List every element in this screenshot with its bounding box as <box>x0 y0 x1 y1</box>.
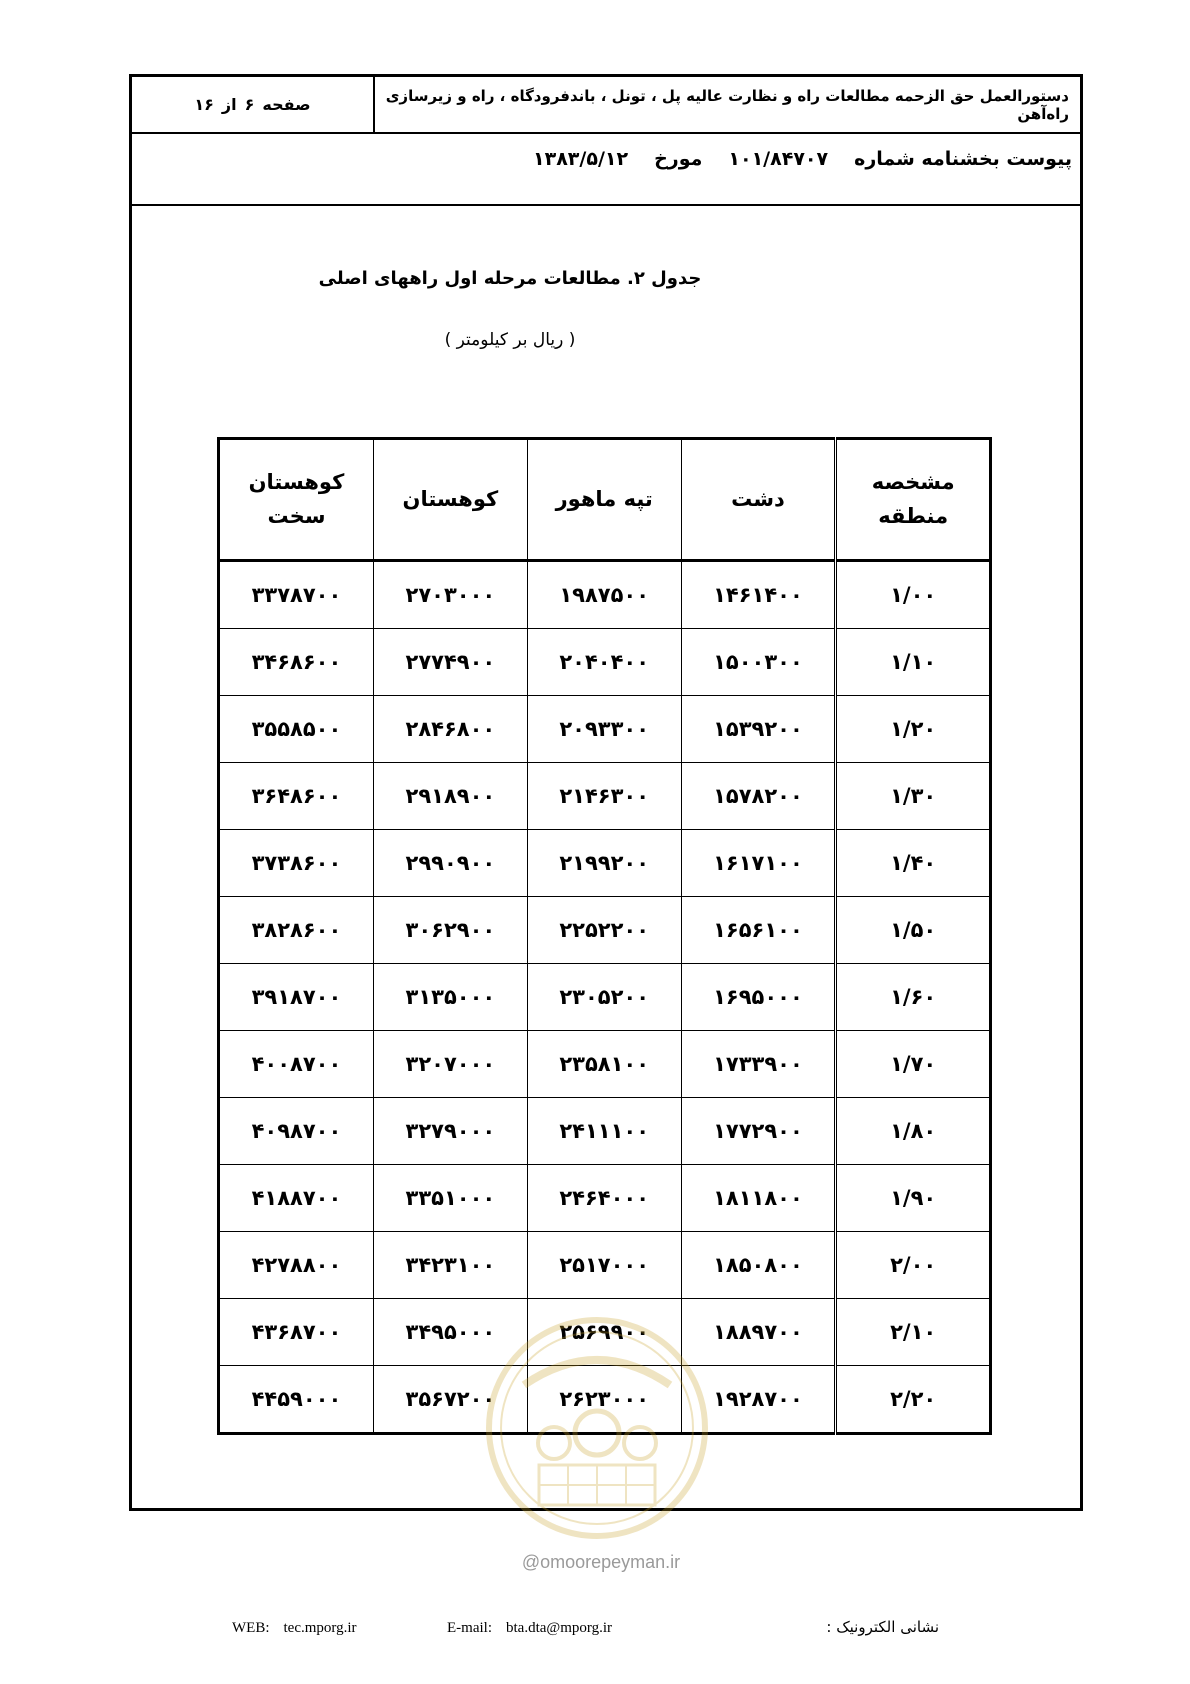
fee-cell: ۲۰۴۰۴۰۰ <box>527 629 681 696</box>
document-title: دستورالعمل حق الزحمه مطالعات راه و نظارت عالیه پل ، تونل ، باندفرودگاه ، راه و زیرسازی راه‌آهن <box>385 86 1069 123</box>
fee-cell: ۳۴۹۵۰۰۰ <box>373 1299 527 1366</box>
table-row <box>219 763 991 830</box>
fee-cell: ۴۰۰۸۷۰۰ <box>219 1031 374 1098</box>
page-current: ۶ <box>244 95 255 114</box>
table-row <box>219 1031 991 1098</box>
column-header: کوهستان سخت <box>219 439 374 561</box>
fee-cell: ۳۶۴۸۶۰۰ <box>219 763 374 830</box>
region-factor-cell: ۱/۹۰ <box>836 1165 991 1232</box>
table-unit: ( ریال بر کیلومتر ) <box>444 330 576 350</box>
fee-cell: ۲۱۴۶۳۰۰ <box>527 763 681 830</box>
fee-cell: ۳۱۳۵۰۰۰ <box>373 964 527 1031</box>
column-header: کوهستان <box>373 439 527 561</box>
fee-cell: ۲۰۹۳۳۰۰ <box>527 696 681 763</box>
table-header-row <box>219 439 991 561</box>
region-factor-cell: ۱/۶۰ <box>836 964 991 1031</box>
attachment-info <box>533 148 1072 170</box>
fee-cell: ۳۵۶۷۲۰۰ <box>373 1366 527 1434</box>
table-row <box>219 897 991 964</box>
region-factor-cell: ۱/۴۰ <box>836 830 991 897</box>
fee-cell: ۳۷۳۸۶۰۰ <box>219 830 374 897</box>
footer-email <box>447 1620 612 1637</box>
region-factor-cell: ۱/۸۰ <box>836 1098 991 1165</box>
fee-cell: ۱۶۱۷۱۰۰ <box>681 830 836 897</box>
region-factor-cell: ۱/۰۰ <box>836 561 991 629</box>
fee-cell: ۲۵۶۹۹۰۰ <box>527 1299 681 1366</box>
fee-cell: ۲۷۷۴۹۰۰ <box>373 629 527 696</box>
fee-cell: ۲۳۵۸۱۰۰ <box>527 1031 681 1098</box>
fee-cell: ۲۱۹۹۲۰۰ <box>527 830 681 897</box>
attachment-label: پیوست بخشنامه شماره <box>854 148 1072 170</box>
fee-cell: ۱۶۹۵۰۰۰ <box>681 964 836 1031</box>
fee-cell: ۳۴۲۳۱۰۰ <box>373 1232 527 1299</box>
fee-cell: ۱۹۲۸۷۰۰ <box>681 1366 836 1434</box>
page-label: صفحه <box>262 95 311 114</box>
fee-cell: ۴۱۸۸۷۰۰ <box>219 1165 374 1232</box>
attachment-number: ۱۰۱/۸۴۷۰۷ <box>728 148 829 170</box>
region-factor-cell: ۲/۲۰ <box>836 1366 991 1434</box>
page-of: از <box>221 95 237 114</box>
table-title: جدول ۲. مطالعات مرحله اول راههای اصلی <box>318 268 702 289</box>
table-row <box>219 561 991 629</box>
region-factor-cell: ۱/۵۰ <box>836 897 991 964</box>
fee-cell: ۲۴۶۴۰۰۰ <box>527 1165 681 1232</box>
table-row <box>219 830 991 897</box>
fee-cell: ۳۳۵۱۰۰۰ <box>373 1165 527 1232</box>
web-link[interactable]: tec.mporg.ir <box>283 1620 357 1636</box>
fee-cell: ۴۳۶۸۷۰۰ <box>219 1299 374 1366</box>
region-factor-cell: ۲/۱۰ <box>836 1299 991 1366</box>
fee-cell: ۴۴۵۹۰۰۰ <box>219 1366 374 1434</box>
watermark-url: @omoorepeyman.ir <box>521 1552 681 1572</box>
table-row <box>219 1165 991 1232</box>
fee-cell: ۳۳۷۸۷۰۰ <box>219 561 374 629</box>
fee-cell: ۲۹۱۸۹۰۰ <box>373 763 527 830</box>
fee-cell: ۳۴۶۸۶۰۰ <box>219 629 374 696</box>
table-body <box>219 561 991 1434</box>
fee-cell: ۱۸۵۰۸۰۰ <box>681 1232 836 1299</box>
fee-cell: ۱۶۵۶۱۰۰ <box>681 897 836 964</box>
fee-cell: ۳۲۰۷۰۰۰ <box>373 1031 527 1098</box>
fee-cell: ۴۲۷۸۸۰۰ <box>219 1232 374 1299</box>
fee-cell: ۲۲۵۲۲۰۰ <box>527 897 681 964</box>
fee-cell: ۱۷۳۳۹۰۰ <box>681 1031 836 1098</box>
header-row <box>132 77 1080 134</box>
fee-cell: ۱۸۱۱۸۰۰ <box>681 1165 836 1232</box>
fee-table <box>217 437 992 1435</box>
fee-cell: ۲۷۰۳۰۰۰ <box>373 561 527 629</box>
footer-web <box>232 1620 357 1637</box>
table-row <box>219 1098 991 1165</box>
fee-cell: ۲۴۱۱۱۰۰ <box>527 1098 681 1165</box>
fee-cell: ۱۵۰۰۳۰۰ <box>681 629 836 696</box>
table-row <box>219 1299 991 1366</box>
table-row <box>219 1232 991 1299</box>
fee-cell: ۱۴۶۱۴۰۰ <box>681 561 836 629</box>
table-row <box>219 629 991 696</box>
fee-cell: ۳۵۵۸۵۰۰ <box>219 696 374 763</box>
table-row <box>219 1366 991 1434</box>
fee-cell: ۲۹۹۰۹۰۰ <box>373 830 527 897</box>
email-label: E-mail: <box>447 1620 492 1636</box>
region-factor-cell: ۲/۰۰ <box>836 1232 991 1299</box>
fee-cell: ۱۷۷۲۹۰۰ <box>681 1098 836 1165</box>
attachment-row <box>132 134 1080 206</box>
page-number <box>132 77 373 132</box>
date-label: مورخ <box>654 148 703 170</box>
electronic-address-label: نشانی الکترونیک : <box>826 1618 939 1636</box>
region-factor-cell: ۱/۱۰ <box>836 629 991 696</box>
fee-cell: ۲۸۴۶۸۰۰ <box>373 696 527 763</box>
table-row <box>219 696 991 763</box>
table-row <box>219 964 991 1031</box>
fee-cell: ۳۸۲۸۶۰۰ <box>219 897 374 964</box>
date-value: ۱۳۸۳/۵/۱۲ <box>533 148 629 170</box>
column-header: مشخصه منطقه <box>836 439 991 561</box>
region-factor-cell: ۱/۷۰ <box>836 1031 991 1098</box>
fee-cell: ۲۵۱۷۰۰۰ <box>527 1232 681 1299</box>
web-label: WEB: <box>232 1620 270 1636</box>
region-factor-cell: ۱/۲۰ <box>836 696 991 763</box>
fee-cell: ۳۹۱۸۷۰۰ <box>219 964 374 1031</box>
fee-cell: ۳۰۶۲۹۰۰ <box>373 897 527 964</box>
email-link[interactable]: bta.dta@mporg.ir <box>506 1620 613 1636</box>
fee-cell: ۳۲۷۹۰۰۰ <box>373 1098 527 1165</box>
fee-cell: ۱۵۷۸۲۰۰ <box>681 763 836 830</box>
column-header: دشت <box>681 439 836 561</box>
header-divider <box>373 77 375 132</box>
column-header: تپه ماهور <box>527 439 681 561</box>
fee-cell: ۴۰۹۸۷۰۰ <box>219 1098 374 1165</box>
fee-cell: ۱۸۸۹۷۰۰ <box>681 1299 836 1366</box>
fee-cell: ۱۵۳۹۲۰۰ <box>681 696 836 763</box>
fee-cell: ۱۹۸۷۵۰۰ <box>527 561 681 629</box>
fee-cell: ۲۳۰۵۲۰۰ <box>527 964 681 1031</box>
region-factor-cell: ۱/۳۰ <box>836 763 991 830</box>
page-total: ۱۶ <box>194 95 214 114</box>
fee-cell: ۲۶۲۳۰۰۰ <box>527 1366 681 1434</box>
